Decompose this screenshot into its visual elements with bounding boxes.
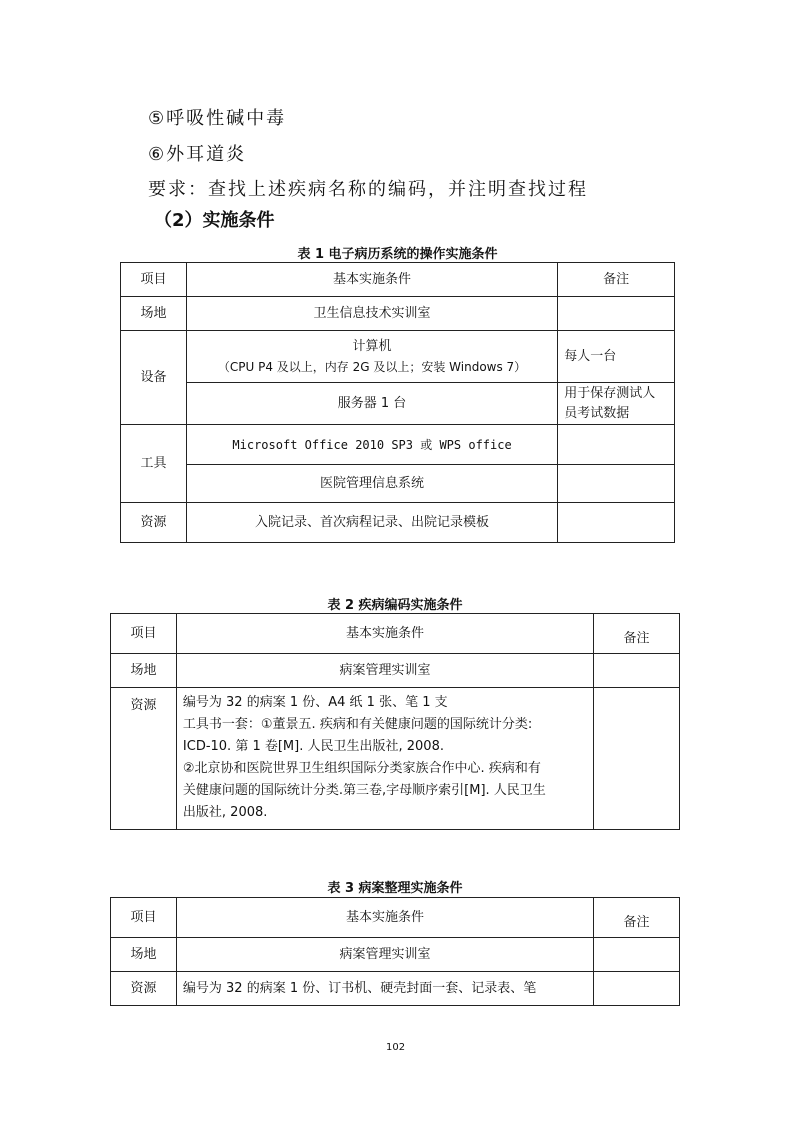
table1-server-note-line1: 用于保存测试人 (564, 385, 656, 401)
table-row (121, 263, 675, 297)
table1-device-note: 每人一台 (558, 331, 675, 383)
table1-header-conditions: 基本实施条件 (186, 263, 557, 297)
table2-resource-line: 出版社, 2008. (182, 805, 268, 820)
list-item-respiratory-alkalosis: ⑤呼吸性碱中毒 (148, 108, 287, 129)
table1-device-line1: 计算机 (352, 338, 392, 354)
table-row (111, 614, 680, 654)
table-row (111, 898, 680, 938)
table2-resource-line: 编号为 32 的病案 1 份、A4 纸 1 张、笔 1 支 (182, 695, 448, 710)
table1-tools-note1 (558, 425, 675, 465)
table-row (111, 938, 680, 972)
table-row (111, 972, 680, 1006)
table3-caption: 表 3 病案整理实施条件 (327, 881, 463, 896)
table2-resource-label: 资源 (111, 688, 177, 830)
table3-header-conditions: 基本实施条件 (176, 898, 593, 938)
table1-caption: 表 1 电子病历系统的操作实施条件 (297, 247, 498, 262)
table-row (121, 297, 675, 331)
table2-resource-line: ②北京协和医院世界卫生组织国际分类家族合作中心. 疾病和有 (182, 761, 541, 776)
table3-site-label: 场地 (111, 938, 177, 972)
table1-resource-label: 资源 (121, 503, 187, 543)
table-row (121, 331, 675, 383)
table2-resource-note (594, 688, 680, 830)
table2-header-conditions: 基本实施条件 (176, 614, 593, 654)
table1-server-value: 服务器 1 台 (186, 383, 557, 425)
requirement-text: 要求：查找上述疾病名称的编码，并注明查找过程 (148, 179, 588, 200)
table2-resource-line: 工具书一套：①董景五. 疾病和有关健康问题的国际统计分类: (182, 717, 533, 732)
table1-site-label: 场地 (121, 297, 187, 331)
table-row (121, 425, 675, 465)
table1-site-note (558, 297, 675, 331)
page-number: 102 (386, 1042, 406, 1053)
table-row (111, 654, 680, 688)
table2-resource-line: 关健康问题的国际统计分类.第三卷,字母顺序索引[M]. 人民卫生 (182, 783, 546, 798)
table1-device-line2: （CPU P4 及以上，内存 2G 及以上；安装 Windows 7） (217, 359, 527, 374)
table2-resource-value (176, 688, 593, 830)
table3 (110, 897, 680, 1006)
table3-resource-label: 资源 (111, 972, 177, 1006)
table1 (120, 262, 675, 543)
table3-site-note (594, 938, 680, 972)
table2 (110, 613, 680, 830)
table2-header-notes: 备注 (594, 614, 680, 654)
table2-site-label: 场地 (111, 654, 177, 688)
list-item-otitis-externa: ⑥外耳道炎 (148, 144, 247, 165)
table1-tools-value1: Microsoft Office 2010 SP3 或 WPS office (186, 425, 557, 465)
section-heading: （2）实施条件 (154, 210, 275, 231)
table2-caption: 表 2 疾病编码实施条件 (327, 598, 463, 613)
table1-server-note (558, 383, 675, 425)
table3-resource-value: 编号为 32 的病案 1 份、订书机、硬壳封面一套、记录表、笔 (176, 972, 593, 1006)
table1-header-notes: 备注 (558, 263, 675, 297)
table1-device-value (186, 331, 557, 383)
table2-resource-line: ICD-10. 第 1 卷[M]. 人民卫生出版社, 2008. (182, 739, 444, 754)
table2-header-item: 项目 (111, 614, 177, 654)
table1-tools-value2: 医院管理信息系统 (186, 465, 557, 503)
table1-tools-note2 (558, 465, 675, 503)
table2-site-value: 病案管理实训室 (176, 654, 593, 688)
table1-device-label: 设备 (121, 331, 187, 425)
table1-server-note-line2: 员考试数据 (564, 405, 630, 421)
table-row (121, 503, 675, 543)
table1-resource-value: 入院记录、首次病程记录、出院记录模板 (186, 503, 557, 543)
table3-site-value: 病案管理实训室 (176, 938, 593, 972)
table3-header-notes: 备注 (594, 898, 680, 938)
table-row (111, 688, 680, 830)
table-row (121, 383, 675, 425)
table2-site-note (594, 654, 680, 688)
table1-resource-note (558, 503, 675, 543)
table3-header-item: 项目 (111, 898, 177, 938)
table-row (121, 465, 675, 503)
table1-header-item: 项目 (121, 263, 187, 297)
table1-tools-label: 工具 (121, 425, 187, 503)
table3-resource-note (594, 972, 680, 1006)
table1-site-value: 卫生信息技术实训室 (186, 297, 557, 331)
